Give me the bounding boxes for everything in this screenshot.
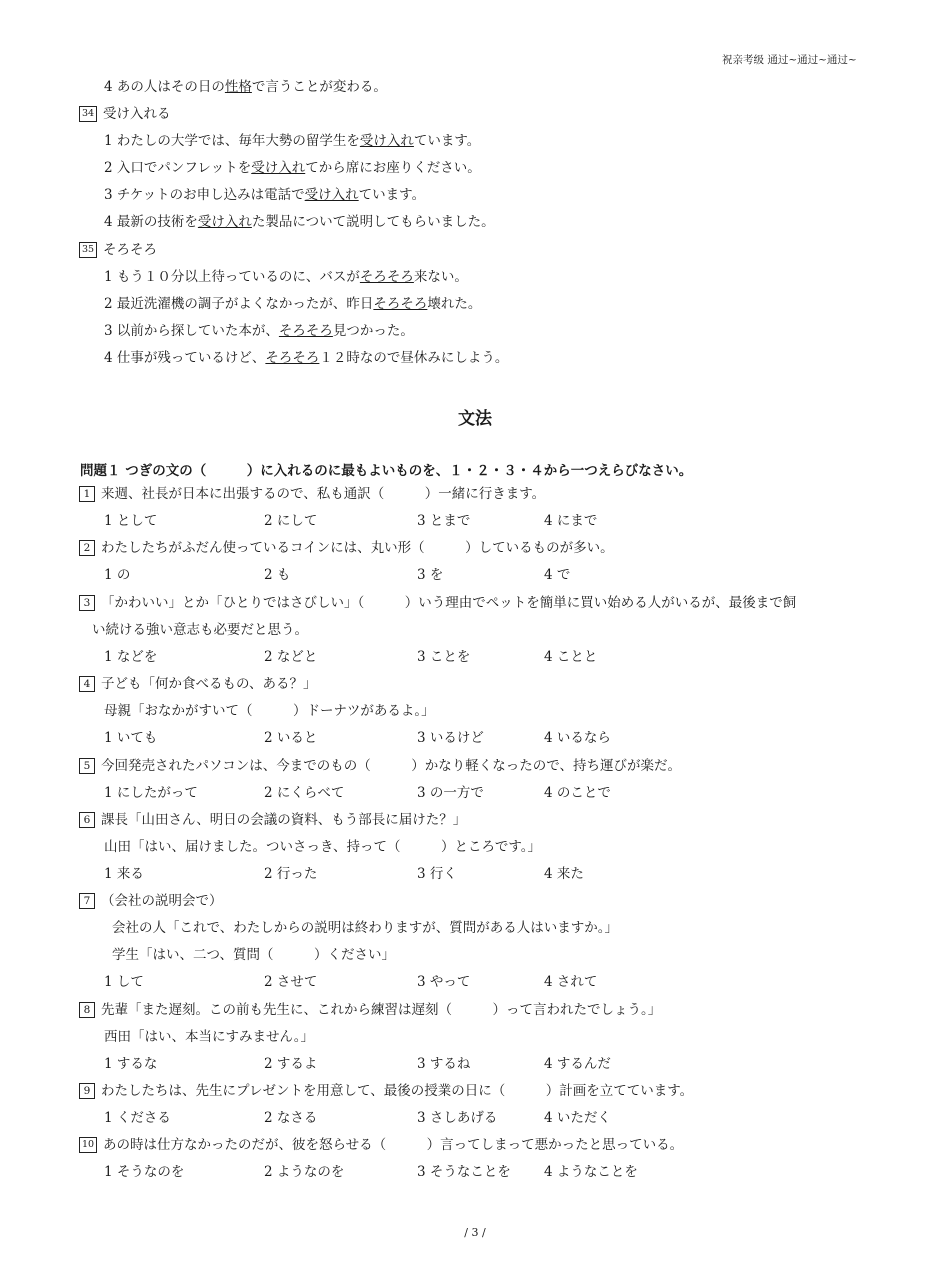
q6-option-1[interactable]: 1 来る <box>104 866 144 882</box>
q34-option-4: 4 最新の技術を受け入れた製品について説明してもらいました。 <box>104 214 495 230</box>
question-number-box: 9 <box>79 1083 95 1099</box>
question-3: 3 「かわいい」とか「ひとりではさびしい」（ ）いう理由でペットを簡単に買い始める人がいるが、最後まで飼 <box>79 593 796 613</box>
q6-option-4[interactable]: 4 来た <box>544 866 584 882</box>
question-7-line-3: 学生「はい、二つ、質問（ ）ください」 <box>112 947 395 963</box>
q10-option-2[interactable]: 2 ようなのを <box>264 1164 345 1180</box>
q4-option-4[interactable]: 4 いるなら <box>544 730 611 746</box>
question-number-box: 6 <box>79 812 95 828</box>
q35-option-3: 3 以前から探していた本が、そろそろ見つかった。 <box>104 323 414 339</box>
question-number-box: 2 <box>79 540 95 556</box>
q1-option-1[interactable]: 1 として <box>104 513 158 529</box>
q6-option-3[interactable]: 3 行く <box>417 866 457 882</box>
q2-option-3[interactable]: 3 を <box>417 567 444 583</box>
question-7: 7 （会社の説明会で） <box>79 891 223 911</box>
q1-option-2[interactable]: 2 にして <box>264 513 318 529</box>
q5-option-2[interactable]: 2 にくらべて <box>264 785 345 801</box>
q35-option-2: 2 最近洗濯機の調子がよくなかったが、昨日そろそろ壊れた。 <box>104 296 482 312</box>
question-2: 2 わたしたちがふだん使っているコインには、丸い形（ ）しているものが多い。 <box>79 538 614 558</box>
instruction: 問題１ つぎの文の（ ）に入れるのに最もよいものを、１・２・３・４から一つえらびなさい。 <box>80 463 693 479</box>
question-number-box: 7 <box>79 893 95 909</box>
question-number-box: 35 <box>79 242 97 258</box>
question-3-line-2: い続ける強い意志も必要だと思う。 <box>92 622 308 638</box>
q4-option-2[interactable]: 2 いると <box>264 730 318 746</box>
q4-option-3[interactable]: 3 いるけど <box>417 730 484 746</box>
q6-option-2[interactable]: 2 行った <box>264 866 318 882</box>
question-number-box: 1 <box>79 486 95 502</box>
question-7-line-2: 会社の人「これで、わたしからの説明は終わりますが、質問がある人はいますか。」 <box>112 920 618 936</box>
q34-option-2: 2 入口でパンフレットを受け入れてから席にお座りください。 <box>104 160 481 176</box>
q2-option-1[interactable]: 1 の <box>104 567 131 583</box>
q1-option-3[interactable]: 3 とまで <box>417 513 471 529</box>
q35-option-4: 4 仕事が残っているけど、そろそろ１２時なので昼休みにしよう。 <box>104 350 509 366</box>
q8-option-3[interactable]: 3 するね <box>417 1056 471 1072</box>
question-5: 5 今回発売されたパソコンは、今までのもの（ ）かなり軽くなったので、持ち運びが楽だ。 <box>79 756 681 776</box>
q9-option-4[interactable]: 4 いただく <box>544 1110 611 1126</box>
q3-option-1[interactable]: 1 などを <box>104 649 158 665</box>
q35-option-1: 1 もう１０分以上待っているのに、バスがそろそろ来ない。 <box>104 269 468 285</box>
q3-option-2[interactable]: 2 などと <box>264 649 318 665</box>
q34-option-1: 1 わたしの大学では、毎年大勢の留学生を受け入れています。 <box>104 133 481 149</box>
section-title: 文法 <box>458 409 492 429</box>
q3-option-3[interactable]: 3 ことを <box>417 649 471 665</box>
q1-option-4[interactable]: 4 にまで <box>544 513 598 529</box>
question-1: 1 来週、社長が日本に出張するので、私も通訳（ ）一緒に行きます。 <box>79 484 545 504</box>
question-8-line-2: 西田「はい、本当にすみません。」 <box>104 1029 315 1045</box>
q5-option-1[interactable]: 1 にしたがって <box>104 785 198 801</box>
question-number-box: 3 <box>79 595 95 611</box>
question-9: 9 わたしたちは、先生にプレゼントを用意して、最後の授業の日に（ ）計画を立てています。 <box>79 1081 693 1101</box>
page-header: 祝亲考级 通过~通过~通过~ <box>722 54 857 66</box>
q3-option-4[interactable]: 4 ことと <box>544 649 598 665</box>
q7-option-1[interactable]: 1 して <box>104 974 144 990</box>
q9-option-3[interactable]: 3 さしあげる <box>417 1110 498 1126</box>
q34-option-3: 3 チケットのお申し込みは電話で受け入れています。 <box>104 187 426 203</box>
question-10: 10 あの時は仕方なかったのだが、彼を怒らせる（ ）言ってしまって悪かったと思っている。 <box>79 1135 683 1155</box>
page-number: / 3 / <box>464 1226 486 1239</box>
question-number-box: 10 <box>79 1137 97 1153</box>
q10-option-1[interactable]: 1 そうなのを <box>104 1164 185 1180</box>
q34-heading: 34 受け入れる <box>79 104 171 124</box>
q10-option-4[interactable]: 4 ようなことを <box>544 1164 638 1180</box>
q8-option-4[interactable]: 4 するんだ <box>544 1056 611 1072</box>
q35-heading: 35 そろそろ <box>79 240 157 260</box>
q8-option-2[interactable]: 2 するよ <box>264 1056 318 1072</box>
question-number-box: 34 <box>79 106 97 122</box>
q9-option-2[interactable]: 2 なさる <box>264 1110 318 1126</box>
q4-option-1[interactable]: 1 いても <box>104 730 158 746</box>
question-4-line-2: 母親「おなかがすいて（ ）ドーナツがあるよ。」 <box>104 703 435 719</box>
q10-option-3[interactable]: 3 そうなことを <box>417 1164 511 1180</box>
q7-option-3[interactable]: 3 やって <box>417 974 471 990</box>
q9-option-1[interactable]: 1 くださる <box>104 1110 171 1126</box>
q33-option-4: 4 あの人はその日の性格で言うことが変わる。 <box>104 79 387 95</box>
question-number-box: 5 <box>79 758 95 774</box>
question-8: 8 先輩「また遅刻。この前も先生に、これから練習は遅刻（ ）って言われたでしょう。」 <box>79 1000 661 1020</box>
question-4: 4 子ども「何か食べるもの、ある？」 <box>79 674 316 694</box>
question-6-line-2: 山田「はい、届けました。ついさっき、持って（ ）ところです。」 <box>104 839 541 855</box>
q5-option-4[interactable]: 4 のことで <box>544 785 611 801</box>
q7-option-2[interactable]: 2 させて <box>264 974 318 990</box>
question-6: 6 課長「山田さん、明日の会議の資料、もう部長に届けた？」 <box>79 810 466 830</box>
question-number-box: 4 <box>79 676 95 692</box>
q2-option-2[interactable]: 2 も <box>264 567 291 583</box>
q5-option-3[interactable]: 3 の一方で <box>417 785 484 801</box>
q8-option-1[interactable]: 1 するな <box>104 1056 158 1072</box>
question-number-box: 8 <box>79 1002 95 1018</box>
q7-option-4[interactable]: 4 されて <box>544 974 598 990</box>
q2-option-4[interactable]: 4 で <box>544 567 571 583</box>
